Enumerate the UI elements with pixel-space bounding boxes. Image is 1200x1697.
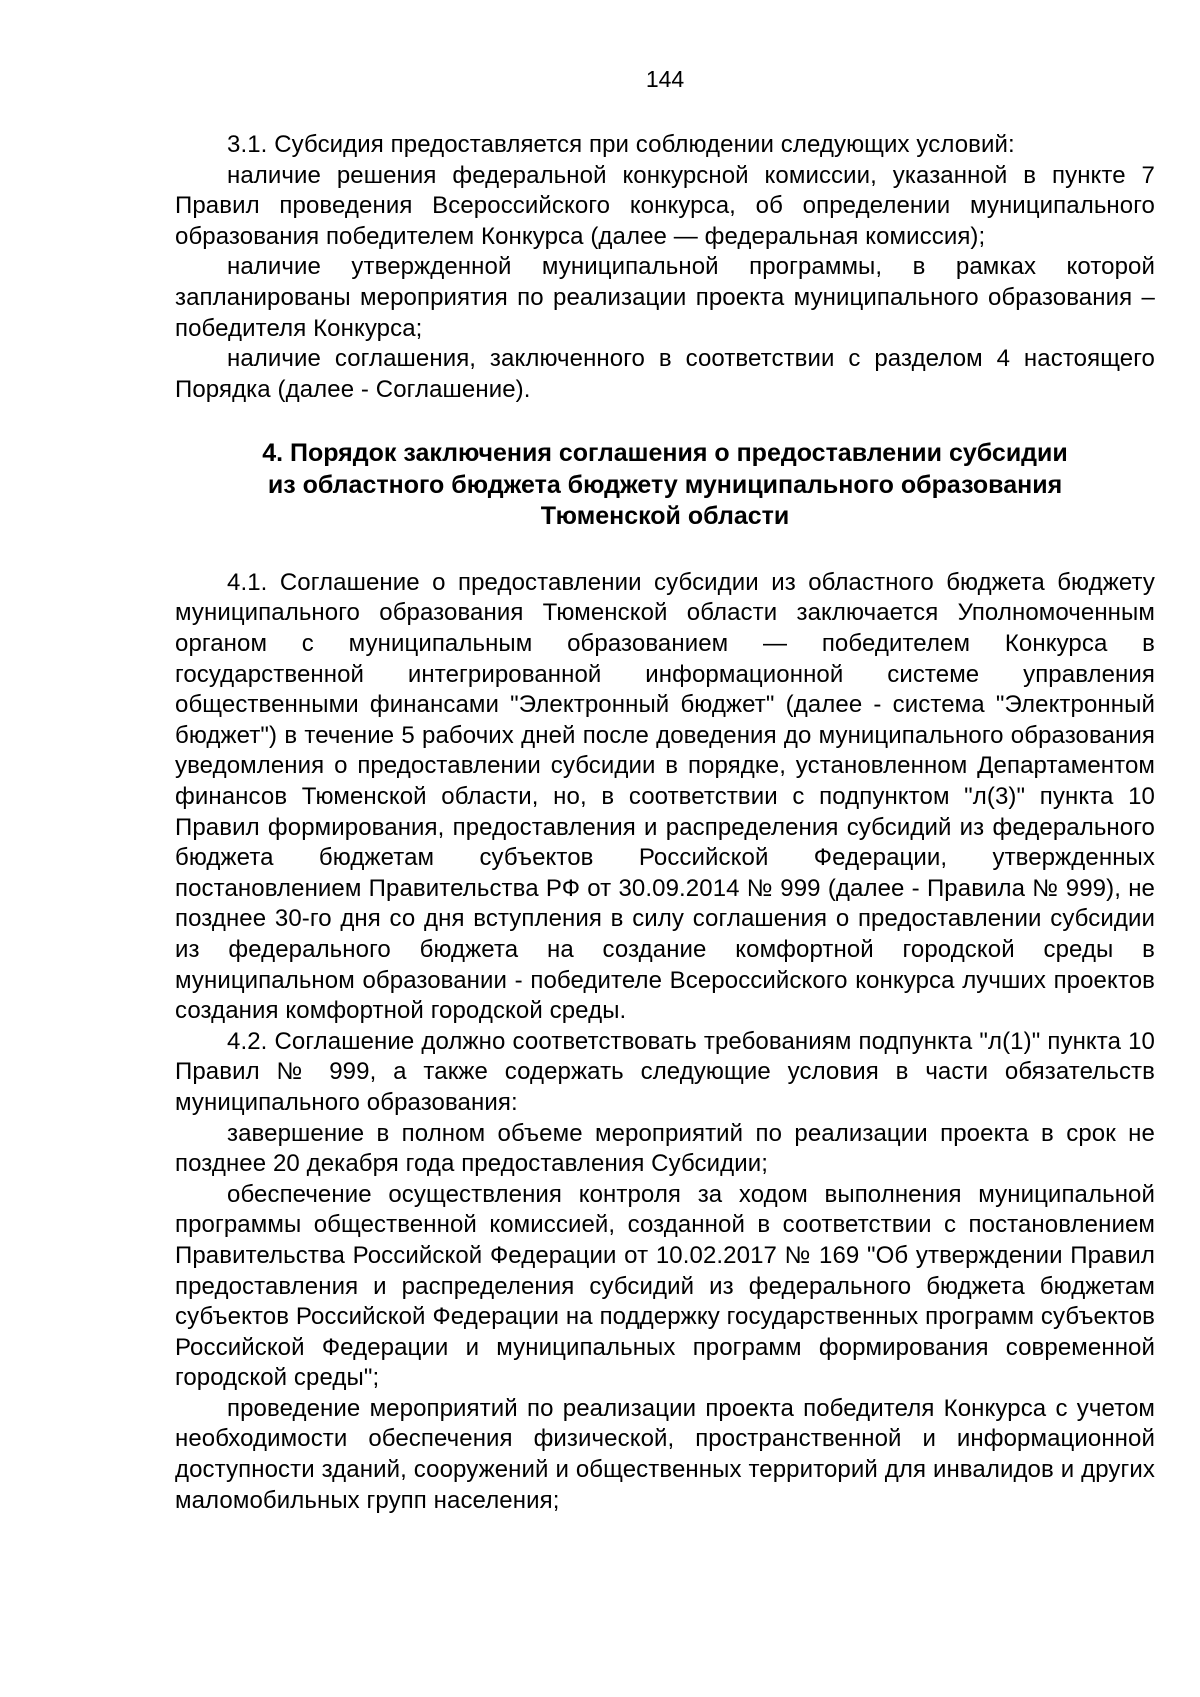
section-4-body (175, 568, 1155, 1516)
section-4-heading-line: 4. Порядок заключения соглашения о предоставлении субсидии (262, 439, 1068, 468)
document-page (175, 64, 1155, 1516)
page-number: 144 (645, 66, 685, 92)
section-4-heading-line: из областного бюджета бюджету муниципального образования (267, 470, 1063, 499)
paragraph-3-1: 3.1. Субсидия предоставляется при соблюдении следующих условий: (227, 131, 1015, 158)
condition-agreement: наличие соглашения, заключенного в соответствии с разделом 4 настоящего Порядка (далее - Соглашение). (175, 345, 1155, 403)
paragraph-4-1: 4.1. Соглашение о предоставлении субсидии из областного бюджета бюджету муниципального образования Тюменской области заключается Уполномоченным органом с муниципальным образованием — победителем Конкурса в государственной интегрированной информационной системе управления общественными финансами "Электронный бюджет" (далее - система "Электронный бюджет") в течение 5 рабочих дней после доведения до муниципального образования уведомления о предоставлении субсидии в порядке, установленном Департаментом финансов Тюменской области, но, в соответствии с подпунктом "л(3)" пункта 10 Правил формирования, предоставления и распределения субсидий из федерального бюджета бюджетам субъектов Российской Федерации, утвержденных постановлением Правительства РФ от 30.09.2014 № 999 (далее - Правила № 999), не позднее 30-го дня со дня вступления в силу соглашения о предоставлении субсидии из федерального бюджета на создание комфортной городской среды в муниципальном образовании - победителе Всероссийского конкурса лучших проектов создания комфортной городской среды. (175, 568, 1155, 1025)
section-4-heading-line: Тюменской области (540, 502, 790, 531)
condition-federal-commission: наличие решения федеральной конкурсной комиссии, указанной в пункте 7 Правил проведения Всероссийского конкурса, об определении муниципального образования победителем Конкурса (далее — федеральная комиссия); (175, 161, 1155, 250)
obligation-control: обеспечение осуществления контроля за ходом выполнения муниципальной программы общественной комиссией, созданной в соответствии с постановлением Правительства Российской Федерации от 10.02.2017 № 169 "Об утверждении Правил предоставления и распределения субсидий из федерального бюджета бюджетам субъектов Российской Федерации на поддержку государственных программ субъектов Российской Федерации и муниципальных программ формирования современной городской среды"; (175, 1180, 1155, 1392)
section-4-heading (175, 438, 1155, 533)
obligation-completion: завершение в полном объеме мероприятий по реализации проекта в срок не позднее 20 декабря года предоставления Субсидии; (175, 1119, 1155, 1178)
condition-municipal-program: наличие утвержденной муниципальной программы, в рамках которой запланированы мероприятия по реализации проекта муниципального образования – победителя Конкурса; (175, 253, 1155, 342)
section-3-conditions (175, 130, 1155, 405)
paragraph-4-2: 4.2. Соглашение должно соответствовать требованиям подпункта "л(1)" пункта 10 Правил № 999, а также содержать следующие условия в части обязательств муниципального образования: (175, 1027, 1155, 1116)
obligation-accessibility: проведение мероприятий по реализации проекта победителя Конкурса с учетом необходимости обеспечения физической, пространственной и информационной доступности зданий, сооружений и общественных территорий для инвалидов и других маломобильных групп населения; (175, 1394, 1155, 1514)
